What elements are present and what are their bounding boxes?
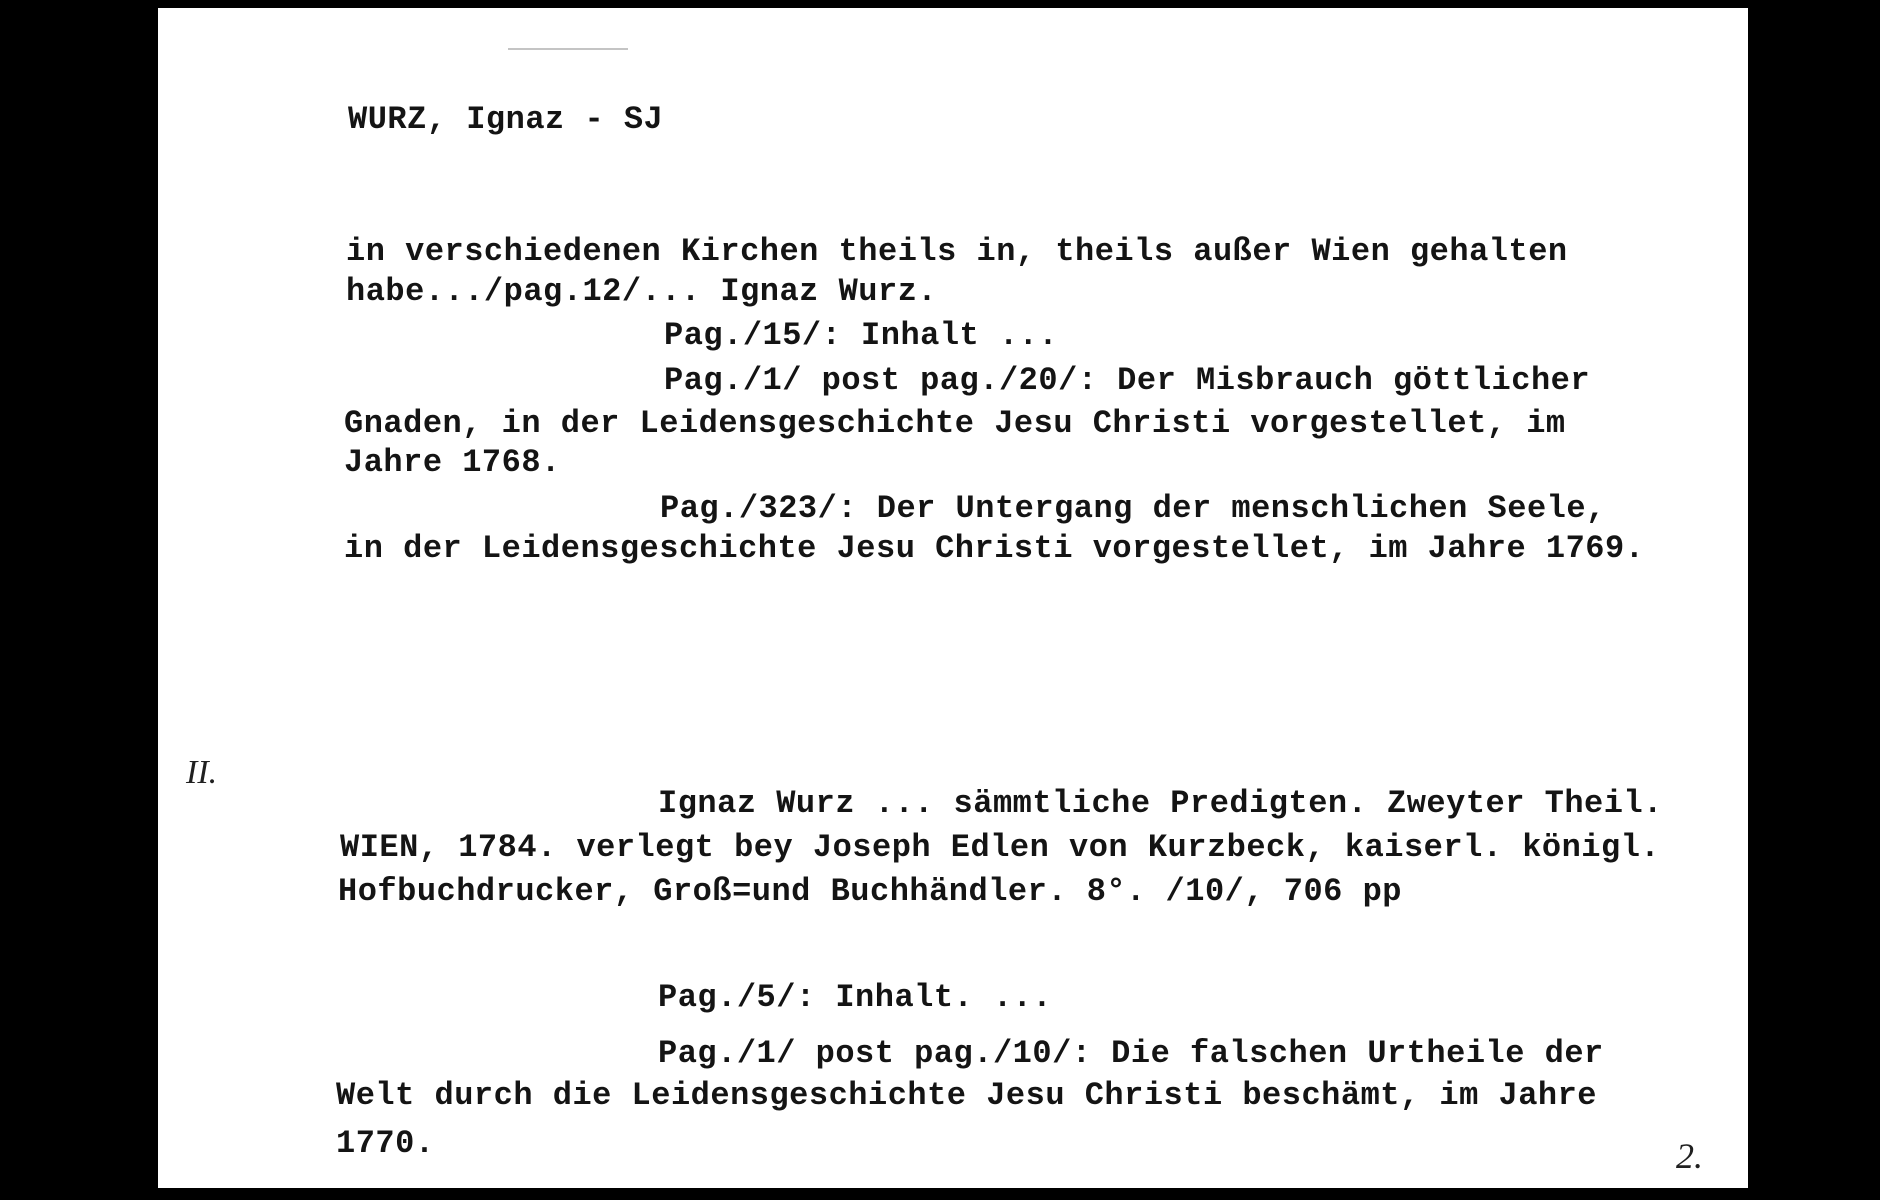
text-line: Pag./15/: Inhalt ... bbox=[664, 317, 1059, 354]
text-line: in verschiedenen Kirchen theils in, theils außer Wien gehalten bbox=[346, 233, 1568, 270]
text-line: in der Leidensgeschichte Jesu Christi vorgestellet, im Jahre 1769. bbox=[344, 530, 1645, 567]
text-line: habe.../pag.12/... Ignaz Wurz. bbox=[346, 273, 938, 310]
text-line: Welt durch die Leidensgeschichte Jesu Christi beschämt, im Jahre bbox=[336, 1077, 1597, 1114]
text-line: WIEN, 1784. verlegt bey Joseph Edlen von Kurzbeck, kaiserl. königl. bbox=[340, 829, 1661, 866]
text-line: 1770. bbox=[336, 1125, 435, 1162]
text-line: Hofbuchdrucker, Groß=und Buchhändler. 8°. /10/, 706 pp bbox=[338, 873, 1402, 910]
index-card bbox=[158, 8, 1748, 1188]
margin-volume-mark: II. bbox=[186, 754, 218, 791]
page-number: 2. bbox=[1676, 1136, 1703, 1176]
text-line: Pag./1/ post pag./10/: Die falschen Urtheile der bbox=[658, 1035, 1604, 1072]
text-line: Ignaz Wurz ... sämmtliche Predigten. Zweyter Theil. bbox=[658, 785, 1663, 822]
text-line: Pag./323/: Der Untergang der menschlichen Seele, bbox=[660, 490, 1606, 527]
text-line: Pag./1/ post pag./20/: Der Misbrauch göttlicher bbox=[664, 362, 1591, 399]
card-heading: WURZ, Ignaz - SJ bbox=[348, 101, 664, 138]
text-line: Gnaden, in der Leidensgeschichte Jesu Christi vorgestellet, im bbox=[344, 405, 1566, 442]
text-line: Jahre 1768. bbox=[344, 444, 561, 481]
scan-speck bbox=[508, 48, 628, 50]
text-line: Pag./5/: Inhalt. ... bbox=[658, 979, 1053, 1016]
